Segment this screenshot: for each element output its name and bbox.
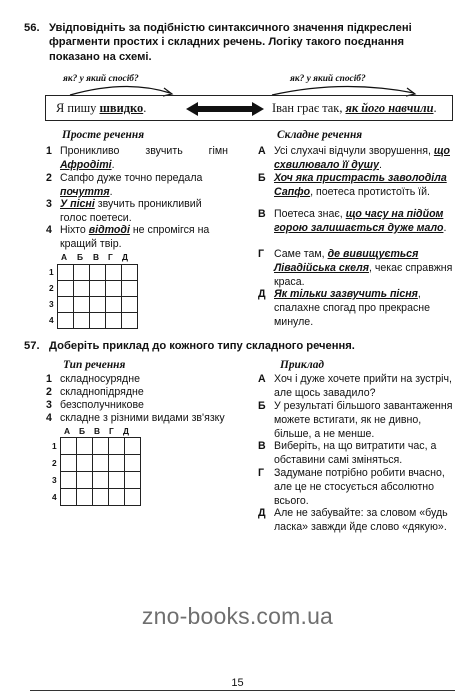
answer-cell[interactable] [90,313,106,329]
item-key: 4 [46,224,52,236]
question-56-header [24,21,456,64]
answer-grid-table [60,437,141,506]
scheme-right-sentence [272,100,437,116]
answer-cell[interactable] [106,297,122,313]
grid-col-label: Д [122,252,128,262]
simple-item-2 [46,172,228,200]
item-text-key: Афродіті [60,158,112,171]
answer-cell[interactable] [125,438,141,455]
item-text-a: Проникливо звучить гімн [60,145,228,157]
answer-cell[interactable] [61,438,77,455]
item-text-c: . [443,221,447,234]
item-text-c: . [111,158,115,171]
grid-col-label: А [61,252,68,262]
item-text-key: Як тільки зазвучить пісня [274,288,418,300]
answer-cell[interactable] [58,297,74,313]
answer-cell[interactable] [93,438,109,455]
answer-cell[interactable] [77,438,93,455]
answer-cell[interactable] [58,281,74,297]
answer-cell[interactable] [93,455,109,472]
item-text-a: Усі слухачі відчули зворушення, [274,145,434,157]
scheme-left-end: . [143,101,147,115]
answer-cell[interactable] [58,313,74,329]
item-text-a: Поетеса знає, [274,208,346,220]
item-key: А [258,145,266,157]
simple-item-1 [46,145,228,173]
grid-col-label: Б [79,426,86,436]
simple-item-4 [46,224,228,252]
sentence-type-title: Тип речення [63,359,126,371]
complex-item-v [258,208,456,236]
example-item-b [258,400,456,441]
page-number: 15 [231,677,244,689]
scheme-right-end: . [433,101,437,115]
type-item-3 [46,399,236,413]
item-key: Г [258,248,265,260]
item-text-b: звучить проникливий голос поетеси. [60,198,202,224]
item-text: У результаті більшого завантаження можете встигати, як не дивно, більше, а не менше. [274,400,453,440]
item-text [258,172,456,200]
item-text-c: . [379,158,382,171]
answer-cell[interactable] [61,489,77,506]
item-key: Б [258,172,266,184]
grid-col-label: Г [109,426,114,436]
scheme-right-key: як його навчили [345,101,434,115]
item-key: Г [258,467,265,479]
answer-cell[interactable] [109,438,125,455]
scheme-left-sentence [56,100,146,116]
item-text [46,198,228,226]
grid-col-label: Г [108,252,113,262]
answer-cell[interactable] [93,472,109,489]
answer-cell[interactable] [74,281,90,297]
example-title: Приклад [280,359,325,371]
item-key: Д [258,288,266,300]
answer-cell[interactable] [77,489,93,506]
grid-row-label: 2 [52,458,57,468]
item-text-key: де вивищується Лівадійська скеля [274,248,419,274]
type-item-4 [46,412,246,426]
answer-cell[interactable] [125,489,141,506]
answer-cell[interactable] [90,297,106,313]
answer-cell[interactable] [61,472,77,489]
item-key: 1 [46,145,52,157]
complex-item-a [258,145,456,173]
item-key: Б [258,400,266,412]
watermark: zno-books.com.ua [141,603,334,629]
scheme-left-question: як? у який спосіб? [63,74,139,84]
complex-sentence-title: Складне речення [277,129,363,141]
answer-cell[interactable] [109,455,125,472]
item-text [46,145,228,173]
item-text-b: , спалахне спогад про прекрасне минуле. [274,288,430,328]
question-instruction: Доберіть приклад до кожного типу складного речення. [49,340,355,352]
example-item-a [258,373,456,401]
item-text-a: Ніхто [60,224,89,236]
item-text-b: , поетеса протистоїть їй. [310,185,430,198]
answer-cell[interactable] [77,472,93,489]
scheme-box [45,95,453,121]
grid-col-label: В [93,252,100,262]
grid-row-label: 1 [49,267,54,277]
item-text-key: відтоді [88,224,130,236]
answer-cell[interactable] [106,265,122,281]
item-text: складносурядне [60,373,140,385]
item-text: Виберіть, на що витратити час, а обставини самі зміняться. [274,440,437,466]
item-text-key: почуття [60,185,110,198]
answer-cell[interactable] [90,281,106,297]
answer-cell[interactable] [109,489,125,506]
simple-sentence-title: Просте речення [62,129,145,141]
simple-item-3 [46,198,228,226]
item-text [46,224,228,252]
item-text-c: . [109,185,113,198]
answer-cell[interactable] [106,313,122,329]
item-key: 2 [46,172,52,184]
item-key: 4 [46,412,52,424]
answer-cell[interactable] [74,313,90,329]
item-text: складнопідрядне [60,386,144,398]
scheme-right-question: як? у який спосіб? [290,74,366,84]
scheme-left-text: Я пишу [56,101,100,115]
item-key: Д [258,507,266,519]
item-text [46,172,228,200]
item-text: безсполучникове [60,399,144,411]
grid-row-label: 4 [49,315,54,325]
answer-cell[interactable] [58,265,74,281]
grid-col-label: А [64,426,71,436]
answer-cell[interactable] [74,297,90,313]
item-text-a: Саме там, [274,248,328,260]
item-text-key: У пісні [60,198,95,210]
answer-cell[interactable] [61,455,77,472]
answer-cell[interactable] [77,455,93,472]
type-item-1 [46,373,236,387]
item-text: Хоч і дуже хочете прийти на зустріч, але щось завадило? [274,373,452,399]
answer-cell[interactable] [122,281,138,297]
answer-cell[interactable] [109,472,125,489]
item-text [258,145,456,173]
item-key: 3 [46,399,52,411]
item-key: 1 [46,373,52,385]
grid-col-label: Д [123,426,129,436]
example-item-h [258,467,456,508]
item-key: В [258,440,266,452]
answer-cell[interactable] [122,297,138,313]
example-item-d [258,507,456,535]
item-text [258,208,456,236]
item-text-key: Хоч яка пристрасть заволоділа Сапфо [274,172,447,198]
answer-cell[interactable] [106,281,122,297]
grid-row-label: 2 [49,283,54,293]
question-number: 57. [24,340,40,352]
grid-col-label: В [94,426,101,436]
item-text: складне з різними видами зв'язку [60,412,225,424]
complex-item-b [258,172,456,200]
item-text-key: що часу на підйом горою залишається дуже мало [274,208,444,234]
scheme-right-text: Іван грає так, [272,101,346,115]
scheme-left-key: швидко [99,101,144,115]
item-key: В [258,208,266,220]
item-text-key: що схвилювало її душу [274,145,450,171]
grid-row-label: 3 [49,299,54,309]
item-text: Задумане потрібно робити вчасно, але це не стосується абсолютно всього. [274,467,445,507]
item-text [258,248,456,289]
answer-cell[interactable] [122,313,138,329]
question-number: 56. [24,22,40,34]
page-divider [30,690,455,691]
item-text: Але не забувайте: за словом «будь ласка» завжди йде слово «дякую». [274,507,448,533]
grid-row-label: 3 [52,475,57,485]
answer-cell[interactable] [125,455,141,472]
grid-col-label: Б [77,252,84,262]
item-text-a: Сапфо дуже точно передала [60,172,203,184]
question-57-header [24,339,456,353]
item-text [258,288,456,329]
type-item-2 [46,386,236,400]
answer-grid-table [57,264,138,329]
answer-cell[interactable] [93,489,109,506]
question-instruction: Увідповідніть за подібністю синтаксичного значення підкреслені фрагменти простих і складних речень. Логіку такого поєднання показано на схемі. [49,22,412,63]
item-key: А [258,373,266,385]
example-item-v [258,440,456,468]
answer-cell[interactable] [74,265,90,281]
item-text-c: , чекає справжня краса. [274,261,453,288]
double-arrow-icon [186,102,264,116]
answer-cell[interactable] [125,472,141,489]
item-key: 2 [46,386,52,398]
grid-row-label: 4 [52,492,57,502]
complex-item-d [258,288,456,329]
grid-row-label: 1 [52,441,57,451]
item-text-c: не спромігся на кращий твір. [60,224,210,250]
complex-item-h [258,248,456,289]
answer-cell[interactable] [90,265,106,281]
answer-cell[interactable] [122,265,138,281]
item-key: 3 [46,198,52,210]
